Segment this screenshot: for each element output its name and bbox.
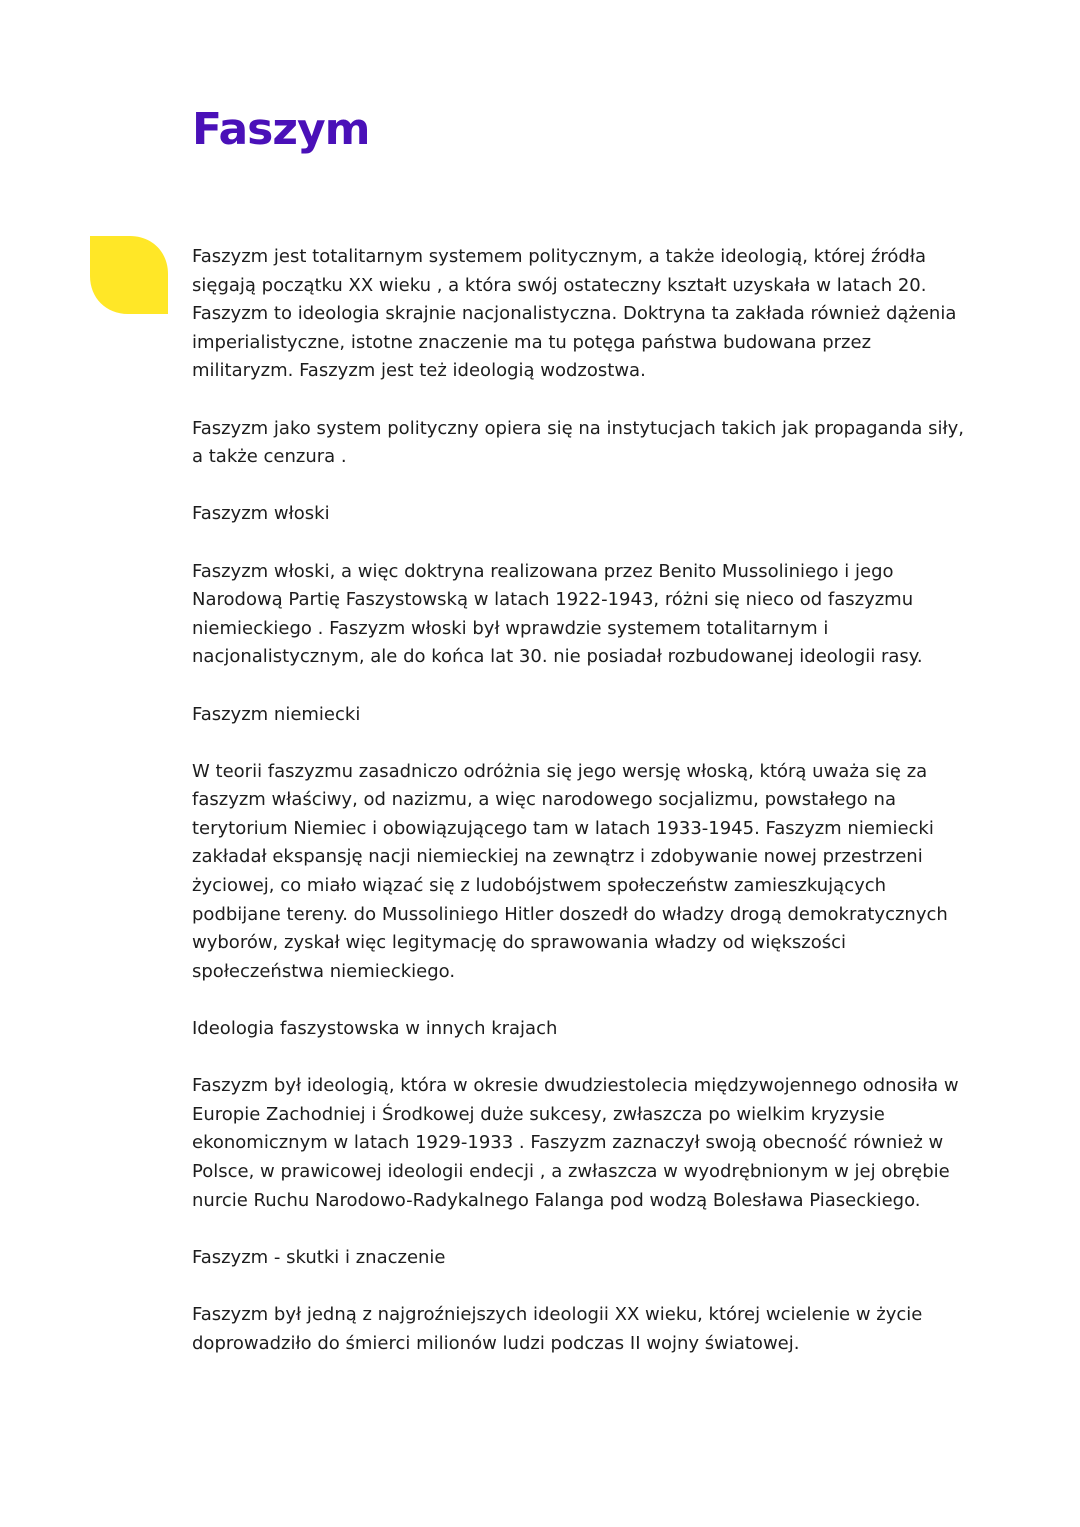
paragraph-intro: Faszyzm jest totalitarnym systemem politycznym, a także ideologią, której źródła sięgają początku XX wieku , a która swój ostateczny kształt uzyskała w latach 20. Faszyzm to ideologia skrajnie nacjonalistyczna. Doktryna ta zakłada również dążenia imperialistyczne, istotne znaczenie ma tu potęga państwa budowana przez militaryzm. Faszyzm jest też ideologią wodzostwa.	[192, 246, 957, 382]
leaf-decoration-icon	[90, 236, 168, 314]
paragraph-effects: Faszyzm był jedną z najgroźniejszych ideologii XX wieku, której wcielenie w życie doprowadziło do śmierci milionów ludzi podczas II wojny światowej.	[192, 1303, 923, 1354]
page-title: Faszym	[192, 104, 370, 155]
heading-german-fascism: Faszyzm niemiecki	[192, 703, 361, 725]
paragraph-institutions: Faszyzm jako system polityczny opiera się na instytucjach takich jak propaganda siły, a także cenzura .	[192, 417, 964, 468]
document-body	[192, 243, 972, 1358]
leaf-shape	[90, 236, 168, 314]
heading-italian-fascism: Faszyzm włoski	[192, 503, 330, 525]
heading-effects: Faszyzm - skutki i znaczenie	[192, 1246, 446, 1268]
paragraph-other-countries: Faszyzm był ideologią, która w okresie dwudziestolecia międzywojennego odnosiła w Europie Zachodniej i Środkowej duże sukcesy, zwłaszcza po wielkim kryzysie ekonomicznym w latach 1929-1933 . Faszyzm zaznaczył swoją obecność również w Polsce, w prawicowej ideologii endecji , a zwłaszcza w wyodrębnionym w jej obrębie nurcie Ruchu Narodowo-Radykalnego Falanga pod wodzą Bolesława Piaseckiego.	[192, 1075, 959, 1211]
paragraph-german-fascism: W teorii faszyzmu zasadniczo odróżnia się jego wersję włoską, którą uważa się za faszyzm właściwy, od nazizmu, a więc narodowego socjalizmu, powstałego na terytorium Niemiec i obowiązującego tam w latach 1933-1945. Faszyzm niemiecki zakładał ekspansję nacji niemieckiej na zewnątrz i zdobywanie nowej przestrzeni życiowej, co miało wiązać się z ludobójstwem społeczeństw zamieszkujących podbijane tereny. do Mussoliniego Hitler doszedł do władzy drogą demokratycznych wyborów, zyskał więc legitymację do sprawowania władzy od większości społeczeństwa niemieckiego.	[192, 760, 948, 982]
paragraph-italian-fascism: Faszyzm włoski, a więc doktryna realizowana przez Benito Mussoliniego i jego Narodową Partię Faszystowską w latach 1922-1943, różni się nieco od faszyzmu niemieckiego . Faszyzm włoski był wprawdzie systemem totalitarnym i nacjonalistycznym, ale do końca lat 30. nie posiadał rozbudowanej ideologii rasy.	[192, 560, 923, 668]
heading-other-countries: Ideologia faszystowska w innych krajach	[192, 1018, 558, 1040]
